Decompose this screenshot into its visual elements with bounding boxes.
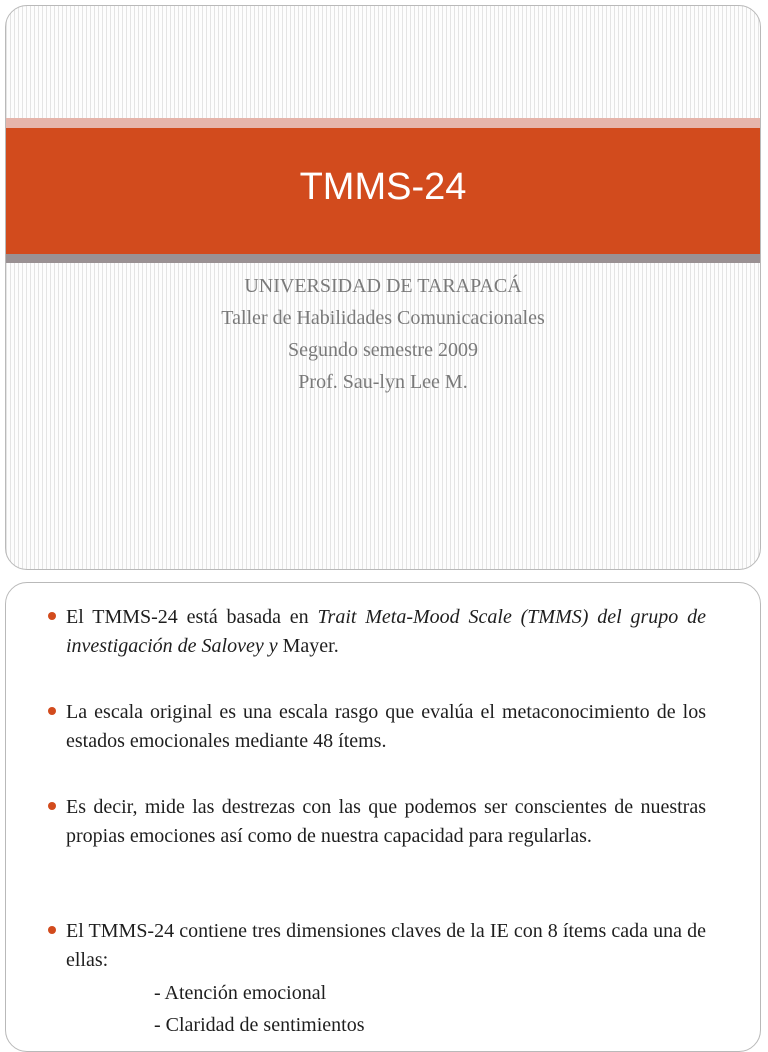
bullet-italic-text: Trait Meta-Mood Scale (TMMS) del grupo de investigación de Salovey y — [66, 606, 706, 657]
subtitle-semester: Segundo semestre 2009 — [288, 339, 478, 361]
bullet-text-end: Mayer. — [277, 635, 339, 657]
slide-subtitle — [6, 270, 760, 398]
subtitle-course: Taller de Habilidades Comunicacionales — [221, 307, 545, 329]
bullet-skills — [66, 793, 706, 851]
bullet-dimensions — [66, 917, 706, 975]
title-slide — [5, 5, 761, 570]
bullet-dot — [48, 612, 56, 620]
bullet-dot — [48, 707, 56, 715]
bullet-text: El TMMS-24 contiene tres dimensiones claves de la IE con 8 ítems cada una de ellas: — [66, 920, 706, 971]
bullet-tmms-basis — [66, 603, 706, 661]
sub-item-attention: - Atención emocional — [154, 982, 327, 1004]
bullet-text: La escala original es una escala rasgo que evalúa el metaconocimiento de los estados emocionales mediante 48 ítems. — [66, 701, 706, 752]
slide-title: TMMS-24 — [299, 166, 467, 208]
bullet-text: Es decir, mide las destrezas con las que podemos ser conscientes de nuestras propias emociones así como de nuestra capacidad para regularlas. — [66, 796, 706, 847]
bullet-original-scale — [66, 698, 706, 756]
subtitle-professor: Prof. Sau-lyn Lee M. — [298, 371, 468, 393]
accent-band-light — [6, 118, 760, 128]
bullet-dot — [48, 802, 56, 810]
accent-band-gray — [6, 254, 760, 263]
content-slide — [5, 582, 761, 1052]
subtitle-university: UNIVERSIDAD DE TARAPACÁ — [244, 275, 522, 297]
bullet-text: El TMMS-24 está basada en — [66, 606, 318, 628]
bullet-dot — [48, 926, 56, 934]
sub-item-clarity: - Claridad de sentimientos — [154, 1014, 365, 1036]
